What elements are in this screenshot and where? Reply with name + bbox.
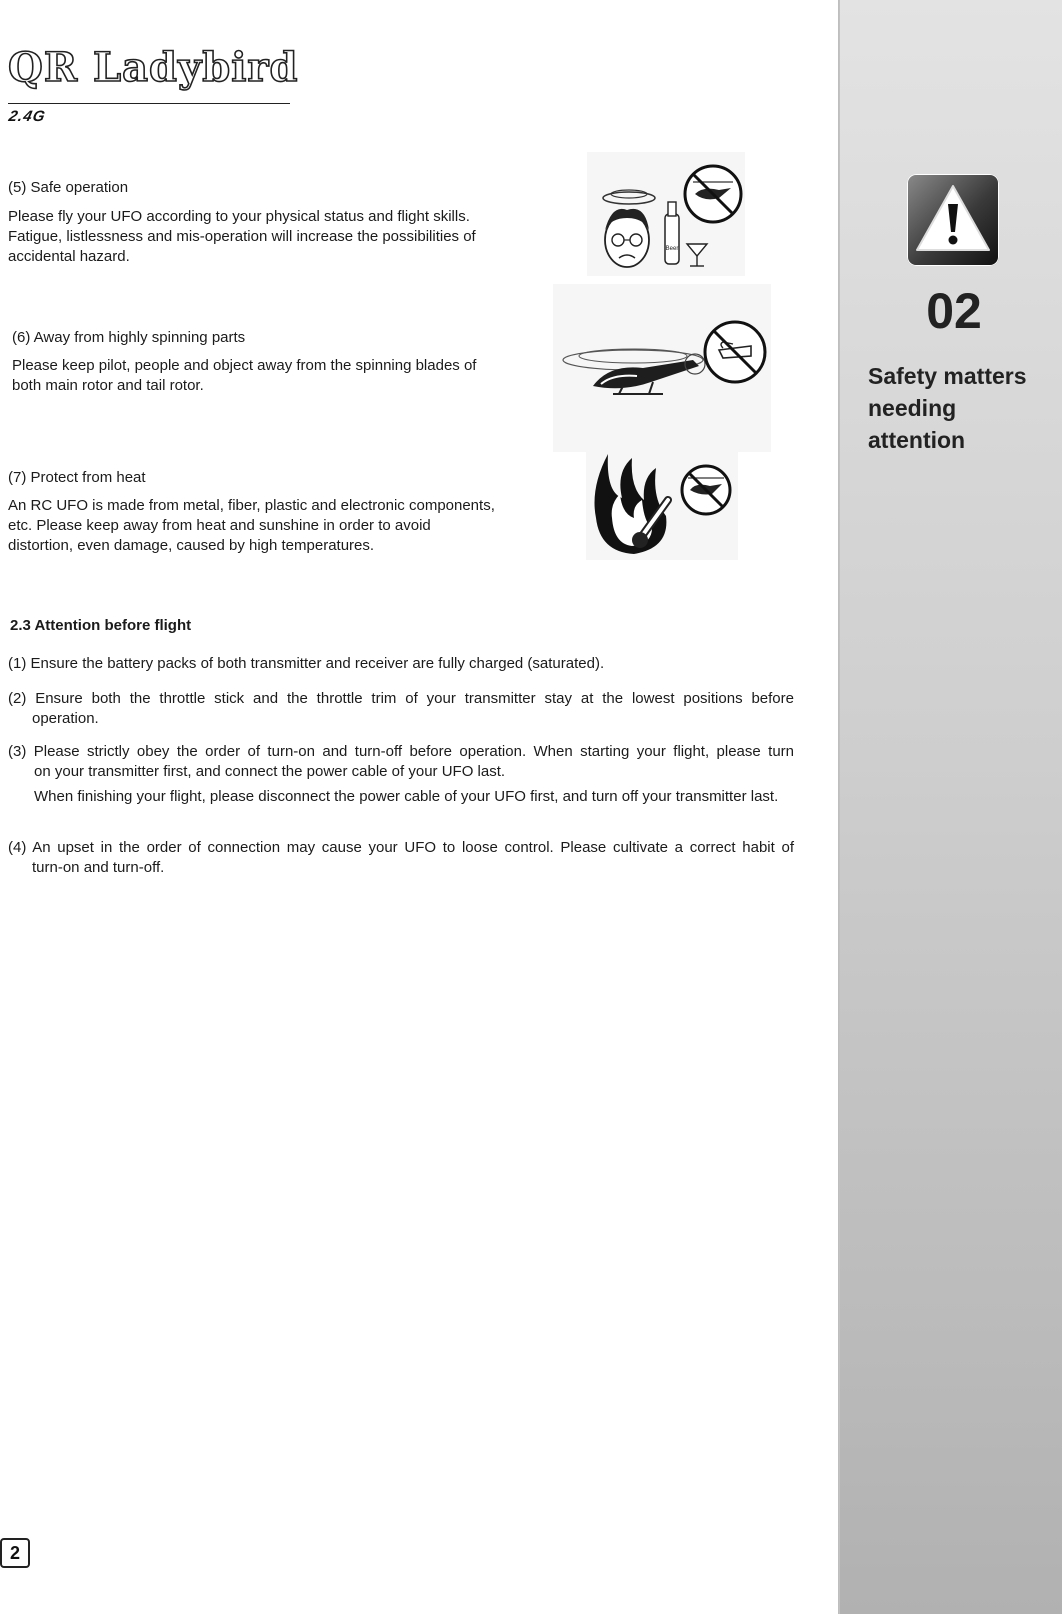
- beer-label: Beer: [665, 246, 679, 252]
- chapter-title: Safety matters needing attention: [868, 363, 1027, 453]
- brand-subtitle: 2.4G: [7, 108, 48, 125]
- section-title-spinning-parts: (6) Away from highly spinning parts: [12, 329, 246, 346]
- list-item: [8, 742, 794, 762]
- list-item-text: (1) Ensure the battery packs of both transmitter and receiver are fully charged (saturated).: [8, 655, 605, 672]
- list-item: [8, 838, 794, 858]
- list-item-extra-paragraph: When finishing your flight, please disconnect the power cable of your UFO first, and turn off your transmitter last.: [34, 788, 779, 805]
- fatigue-illustration: [587, 152, 745, 276]
- heat-illustration: [586, 448, 738, 560]
- rotor-illustration: [553, 284, 771, 452]
- chapter-number: 02: [926, 283, 982, 339]
- list-item-continuation: turn-on and turn-off.: [32, 859, 165, 876]
- list-item-text: (3) Please strictly obey the order of turn-on and turn-off before operation. When starting your flight, please turn: [8, 743, 794, 760]
- list-item-text: (2) Ensure both the throttle stick and the throttle trim of your transmitter stay at the lowest positions before: [8, 690, 794, 707]
- page-number: 2: [0, 1538, 30, 1568]
- section-title-safe-operation: (5) Safe operation: [8, 179, 129, 196]
- header-divider: [8, 103, 290, 104]
- section-body-spinning-parts: Please keep pilot, people and object away from the spinning blades of both main rotor and tail rotor.: [12, 357, 477, 394]
- section-body-protect-heat: An RC UFO is made from metal, fiber, plastic and electronic components, etc. Please keep away from heat and sunshine in order to avoid distortion, even damage, caused by high temperatures.: [8, 497, 495, 554]
- section-title-protect-heat: (7) Protect from heat: [8, 469, 146, 486]
- list-item-continuation: on your transmitter first, and connect the power cable of your UFO last.: [34, 763, 506, 780]
- list-item-text: (4) An upset in the order of connection may cause your UFO to loose control. Please cultivate a correct habit of: [8, 839, 794, 856]
- brand-logo: QR Ladybird: [8, 44, 299, 91]
- section-heading-attention: 2.3 Attention before flight: [10, 617, 192, 634]
- list-item: [8, 689, 794, 709]
- warning-icon: [907, 174, 999, 266]
- section-body-safe-operation: Please fly your UFO according to your physical status and flight skills. Fatigue, listlessness and mis-operation will increase the possibilities of accidental hazard.: [8, 208, 476, 265]
- list-item: [8, 654, 794, 674]
- list-item-continuation: operation.: [32, 710, 99, 727]
